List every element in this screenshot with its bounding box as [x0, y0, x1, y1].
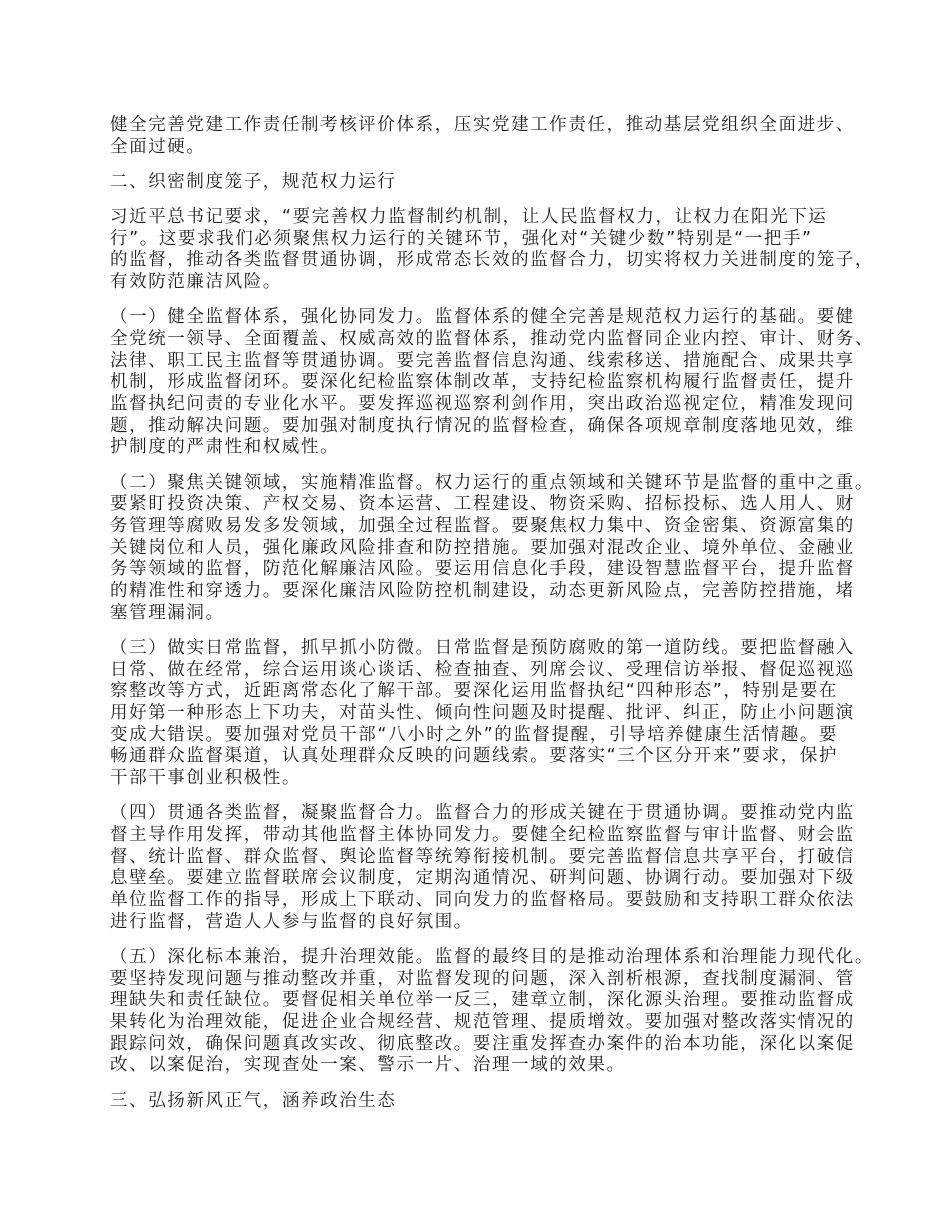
text-line: 进行监督，营造人人参与监督的良好氛围。 [110, 911, 473, 932]
text-line: 单位监督工作的指导，形成上下联动、同向发力的监督格局。要鼓励和支持职工群众依法 [110, 890, 855, 910]
document-page [110, 115, 874, 1126]
text-line: 健全完善党建工作责任制考核评价体系，压实党建工作责任，推动基层党组织全面进步、 [110, 115, 855, 135]
text-line: 果转化为治理效能，促进企业合规经营、规范管理、提质增效。要加强对整改落实情况的 [110, 1011, 855, 1032]
text-line: 督主导作用发挥，带动其他监督主体协同发力。要健全纪检监察监督与审计监督、财会监 [110, 824, 855, 845]
text-line: 改、以案促治，实现查处一案、警示一片、治理一域的效果。 [110, 1055, 626, 1076]
text-line: 日常、做在经常，综合运用谈心谈话、检查抽查、列席会议、受理信访举报、督促巡视巡 [110, 659, 855, 680]
text-line: 跟踪问效，确保问题真改实改、彻底整改。要注重发挥查办案件的治本功能，深化以案促 [110, 1033, 855, 1054]
body-paragraph [110, 803, 855, 933]
text-line: 有效防范廉洁风险。 [110, 272, 282, 293]
text-line: 法律、职工民主监督等贯通协调。要完善监督信息沟通、线索移送、措施配合、成果共享 [110, 350, 855, 371]
text-line: （二）聚焦关键领域，实施精准监督。权力运行的重点领域和关键环节是监督的重中之重。 [110, 472, 874, 493]
text-line: 全面过硬。 [110, 136, 206, 157]
text-line: 的监督，推动各类监督贯通协调，形成常态长效的监督合力，切实将权力关进制度的笼子， [110, 250, 874, 271]
text-line: 三、弘扬新风正气，涵养政治生态 [110, 1090, 397, 1111]
text-line: 题，推动解决问题。要加强对制度执行情况的监督检查，确保各项规章制度落地见效，维 [110, 415, 855, 436]
text-line: 二、织密制度笼子，规范权力运行 [110, 171, 397, 192]
text-line: 督、统计监督、群众监督、舆论监督等统筹衔接机制。要完善监督信息共享平台，打破信 [110, 846, 855, 867]
text-line: 行”。这要求我们必须聚焦权力运行的关键环节，强化对“关键少数”特别是“一把手” [110, 228, 813, 249]
body-paragraph [110, 207, 874, 294]
body-paragraph [110, 637, 855, 790]
text-line: 畅通群众监督渠道，认真处理群众反映的问题线索。要落实“三个区分开来”要求，保护 [110, 746, 839, 767]
text-line: 的精准性和穿透力。要深化廉洁风险防控机制建设，动态更新风险点，完善防控措施，堵 [110, 581, 855, 602]
text-line: （一）健全监督体系，强化协同发力。监督体系的健全完善是规范权力运行的基础。要健 [110, 307, 855, 328]
text-line: （三）做实日常监督，抓早抓小防微。日常监督是预防腐败的第一道防线。要把监督融入 [110, 637, 855, 658]
text-line: 习近平总书记要求，“要完善权力监督制约机制，让人民监督权力，让权力在阳光下运 [110, 207, 828, 228]
text-line: 监督执纪问责的专业化水平。要发挥巡视巡察利剑作用，突出政治巡视定位，精准发现问 [110, 394, 855, 415]
text-line: 全党统一领导、全面覆盖、权威高效的监督体系，推动党内监督同企业内控、审计、财务、 [110, 329, 874, 349]
section-heading [110, 1091, 850, 1113]
text-line: 塞管理漏洞。 [110, 602, 225, 623]
text-line: 关键岗位和人员，强化廉政风险排查和防控措施。要加强对混改企业、境外单位、金融业 [110, 537, 855, 558]
text-line: 用好第一种形态上下功夫，对苗头性、倾向性问题及时提醒、批评、纠正，防止小问题演 [110, 703, 855, 723]
text-line: 变成大错误。要加强对党员干部“八小时之外”的监督提醒，引导培养健康生活情趣。要 [110, 724, 839, 745]
text-line: 要紧盯投资决策、产权交易、资本运营、工程建设、物资采购、招标投标、选人用人、财 [110, 494, 855, 515]
section-heading [110, 172, 850, 194]
text-line: 理缺失和责任缺位。要督促相关单位举一反三，建章立制，深化源头治理。要推动监督成 [110, 990, 855, 1011]
text-line: （四）贯通各类监督，凝聚监督合力。监督合力的形成关键在于贯通协调。要推动党内监 [110, 803, 855, 824]
text-line: 护制度的严肃性和权威性。 [110, 437, 340, 458]
body-paragraph [110, 307, 874, 459]
text-line: 机制，形成监督闭环。要深化纪检监察体制改革，支持纪检监察机构履行监督责任，提升 [110, 372, 855, 393]
text-line: （五）深化标本兼治，提升治理效能。监督的最终目的是推动治理体系和治理能力现代化。 [110, 946, 874, 967]
body-paragraph [110, 946, 874, 1077]
text-line: 要坚持发现问题与推动整改并重，对监督发现的问题，深入剖析根源，查找制度漏洞、管 [110, 968, 855, 989]
text-line: 干部干事创业积极性。 [110, 768, 301, 789]
text-line: 察整改等方式，近距离常态化了解干部。要深化运用监督执纪“四种形态”，特别是要在 [110, 681, 839, 702]
body-paragraph [110, 115, 855, 158]
text-line: 务管理等腐败易发多发领域，加强全过程监督。要聚焦权力集中、资金密集、资源富集的 [110, 516, 855, 536]
text-line: 息壁垒。要建立监督联席会议制度，定期沟通情况、研判问题、协调行动。要加强对下级 [110, 868, 855, 889]
body-paragraph [110, 472, 874, 625]
text-line: 务等领域的监督，防范化解廉洁风险。要运用信息化手段，建设智慧监督平台，提升监督 [110, 559, 855, 580]
